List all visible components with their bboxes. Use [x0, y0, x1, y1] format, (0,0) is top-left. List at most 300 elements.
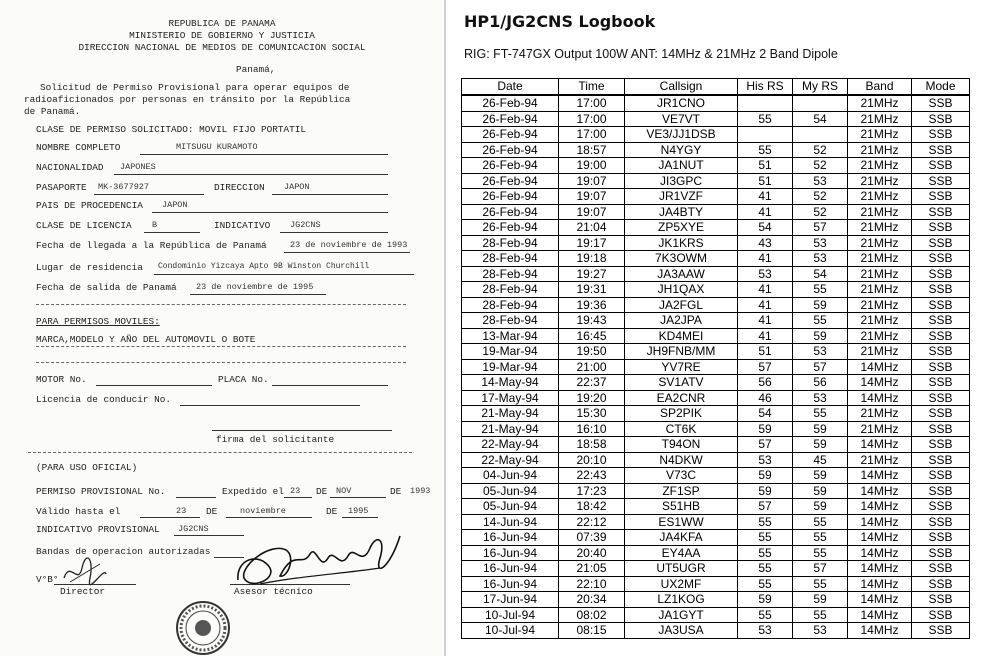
table-row — [462, 406, 970, 422]
table-cell: 21MHz — [848, 189, 912, 205]
table-cell: 45 — [793, 452, 848, 468]
table-cell: 20:34 — [559, 592, 625, 608]
table-cell: 59 — [793, 483, 848, 499]
table-row — [462, 220, 970, 236]
table-cell: 19:36 — [559, 297, 625, 313]
table-cell: SSB — [912, 251, 970, 267]
column-header: Callsign — [625, 79, 738, 96]
form-nombre-value: MITSUGU KURAMOTO — [176, 142, 258, 152]
table-cell: JK1KRS — [625, 235, 738, 251]
table-cell: 19:31 — [559, 282, 625, 298]
table-cell: 28-Feb-94 — [462, 251, 559, 267]
table-cell: 26-Feb-94 — [462, 220, 559, 236]
form-de-3: DE — [206, 506, 218, 517]
permit-form-scan — [0, 0, 446, 656]
table-cell: 21:05 — [559, 561, 625, 577]
table-row — [462, 204, 970, 220]
table-row — [462, 514, 970, 530]
table-cell: 17:00 — [559, 95, 625, 111]
table-cell: 21MHz — [848, 344, 912, 360]
table-cell: V73C — [625, 468, 738, 484]
table-cell: 26-Feb-94 — [462, 204, 559, 220]
form-placa-label: PLACA No. — [218, 374, 269, 385]
table-cell: 19:20 — [559, 390, 625, 406]
form-nacionalidad-value: JAPONES — [120, 162, 156, 172]
form-header-line-2: MINISTERIO DE GOBIERNO Y JUSTICIA — [129, 30, 315, 41]
table-cell: SSB — [912, 328, 970, 344]
table-row — [462, 344, 970, 360]
table-cell: 04-Jun-94 — [462, 468, 559, 484]
table-cell: EA2CNR — [625, 390, 738, 406]
form-licencia-value: B — [152, 220, 158, 230]
table-cell: SSB — [912, 530, 970, 546]
table-cell: 18:57 — [559, 142, 625, 158]
table-cell: 19-Mar-94 — [462, 344, 559, 360]
column-header: Time — [559, 79, 625, 96]
table-cell: 21MHz — [848, 235, 912, 251]
table-cell: 52 — [793, 158, 848, 174]
table-cell: 55 — [738, 545, 793, 561]
table-cell: SSB — [912, 483, 970, 499]
table-cell: N4DKW — [625, 452, 738, 468]
table-cell: 55 — [793, 514, 848, 530]
table-cell: 21MHz — [848, 452, 912, 468]
table-row — [462, 158, 970, 174]
form-permiso-label: PERMISO PROVISIONAL No. — [36, 486, 166, 497]
table-cell: 21MHz — [848, 127, 912, 143]
table-cell: 22:10 — [559, 576, 625, 592]
table-cell: SSB — [912, 282, 970, 298]
table-row — [462, 266, 970, 282]
table-cell: 54 — [793, 266, 848, 282]
form-expedido-day: 23 — [290, 486, 301, 496]
table-cell: SSB — [912, 561, 970, 577]
table-cell: 05-Jun-94 — [462, 499, 559, 515]
table-cell: 14MHz — [848, 359, 912, 375]
table-cell: 21MHz — [848, 158, 912, 174]
form-pasaporte-label: PASAPORTE — [36, 182, 87, 193]
form-expedido-year: 1993 — [410, 486, 431, 496]
table-cell: 57 — [793, 220, 848, 236]
ministry-seal — [172, 598, 234, 656]
table-cell: 21MHz — [848, 142, 912, 158]
table-cell: SSB — [912, 406, 970, 422]
table-cell: 52 — [793, 142, 848, 158]
table-cell: SSB — [912, 266, 970, 282]
table-cell: 21:04 — [559, 220, 625, 236]
table-cell: 26-Feb-94 — [462, 142, 559, 158]
table-cell: ES1WW — [625, 514, 738, 530]
table-cell: 21MHz — [848, 406, 912, 422]
table-row — [462, 328, 970, 344]
table-row — [462, 173, 970, 189]
form-expedido-label: Expedido el — [222, 486, 284, 497]
table-cell: SSB — [912, 127, 970, 143]
table-cell: 55 — [793, 313, 848, 329]
table-cell: 41 — [738, 328, 793, 344]
table-cell: YV7RE — [625, 359, 738, 375]
table-row — [462, 297, 970, 313]
table-row — [462, 282, 970, 298]
logbook-rig-info: RIG: FT-747GX Output 100W ANT: 14MHz & 21MHz 2 Band Dipole — [464, 47, 838, 61]
table-cell: SSB — [912, 297, 970, 313]
table-cell: 14MHz — [848, 375, 912, 391]
table-cell: 16-Jun-94 — [462, 561, 559, 577]
table-cell: 22:37 — [559, 375, 625, 391]
table-cell: SSB — [912, 189, 970, 205]
table-cell: 21-May-94 — [462, 421, 559, 437]
table-row — [462, 189, 970, 205]
table-row — [462, 127, 970, 143]
table-cell: SSB — [912, 220, 970, 236]
table-cell: 59 — [738, 483, 793, 499]
table-cell: SSB — [912, 499, 970, 515]
table-row — [462, 95, 970, 111]
form-indicativo-value: JG2CNS — [290, 220, 321, 230]
table-cell: 41 — [738, 204, 793, 220]
table-cell: SSB — [912, 313, 970, 329]
table-cell: 14MHz — [848, 390, 912, 406]
table-cell: 57 — [793, 359, 848, 375]
form-pasaporte-value: MK-3677927 — [98, 182, 150, 192]
table-cell: 54 — [738, 220, 793, 236]
table-cell: 21MHz — [848, 204, 912, 220]
logbook-table — [461, 78, 970, 639]
table-cell: 41 — [738, 282, 793, 298]
table-cell: 59 — [793, 328, 848, 344]
table-cell: 14MHz — [848, 499, 912, 515]
table-cell: 55 — [738, 561, 793, 577]
table-cell: SSB — [912, 235, 970, 251]
table-row — [462, 313, 970, 329]
table-cell — [793, 95, 848, 111]
table-row — [462, 142, 970, 158]
table-cell: SSB — [912, 576, 970, 592]
table-cell: SSB — [912, 359, 970, 375]
form-valido-label: Válido hasta el — [36, 506, 121, 517]
table-cell: 10-Jul-94 — [462, 623, 559, 639]
table-cell: 57 — [738, 359, 793, 375]
table-cell: 28-Feb-94 — [462, 266, 559, 282]
table-cell: JA3USA — [625, 623, 738, 639]
table-cell: SSB — [912, 452, 970, 468]
table-cell: UX2MF — [625, 576, 738, 592]
form-uso-oficial: (PARA USO OFICIAL) — [36, 462, 138, 473]
table-cell: 22:12 — [559, 514, 625, 530]
table-cell: JR1VZF — [625, 189, 738, 205]
table-row — [462, 359, 970, 375]
table-row — [462, 499, 970, 515]
table-cell: 19:17 — [559, 235, 625, 251]
table-cell: 59 — [738, 421, 793, 437]
form-nombre-label: NOMBRE COMPLETO — [36, 142, 121, 153]
table-cell: 55 — [793, 406, 848, 422]
table-cell: JI3GPC — [625, 173, 738, 189]
table-cell: 14MHz — [848, 530, 912, 546]
table-cell: 14MHz — [848, 437, 912, 453]
form-salida-value: 23 de noviembre de 1995 — [196, 282, 314, 292]
table-row — [462, 111, 970, 127]
table-row — [462, 623, 970, 639]
table-cell: 21MHz — [848, 266, 912, 282]
table-cell: T94ON — [625, 437, 738, 453]
table-cell: 22-May-94 — [462, 437, 559, 453]
table-cell: SSB — [912, 545, 970, 561]
table-cell: 21-May-94 — [462, 406, 559, 422]
table-cell: ZP5XYE — [625, 220, 738, 236]
table-row — [462, 235, 970, 251]
table-cell: VE3/JJ1DSB — [625, 127, 738, 143]
form-valido-year: 1995 — [348, 506, 369, 516]
form-expedido-month: NOV — [336, 486, 352, 496]
form-llegada-label: Fecha de llegada a la República de Panamá — [36, 240, 267, 251]
table-cell: 28-Feb-94 — [462, 235, 559, 251]
table-cell: 7K3OWM — [625, 251, 738, 267]
table-cell: LZ1KOG — [625, 592, 738, 608]
table-cell: SSB — [912, 421, 970, 437]
table-cell: 26-Feb-94 — [462, 95, 559, 111]
form-direccion-value: JAPON — [284, 182, 310, 192]
table-cell: 14MHz — [848, 514, 912, 530]
table-cell: 54 — [793, 111, 848, 127]
table-cell: 59 — [793, 592, 848, 608]
table-cell: 55 — [793, 576, 848, 592]
table-cell: 56 — [738, 375, 793, 391]
table-cell: 53 — [793, 344, 848, 360]
form-clase-permiso: CLASE DE PERMISO SOLICITADO: MOVIL FIJO PORTATIL — [36, 124, 307, 135]
table-cell: 21MHz — [848, 173, 912, 189]
table-cell: 54 — [738, 406, 793, 422]
table-cell: N4YGY — [625, 142, 738, 158]
table-cell: 19-Mar-94 — [462, 359, 559, 375]
table-cell: 28-Feb-94 — [462, 282, 559, 298]
applicant-signature — [230, 528, 410, 598]
table-cell: 41 — [738, 313, 793, 329]
table-row — [462, 483, 970, 499]
table-cell: 51 — [738, 344, 793, 360]
table-cell: 14MHz — [848, 607, 912, 623]
table-cell: 14MHz — [848, 483, 912, 499]
table-cell: 51 — [738, 173, 793, 189]
table-cell: 21MHz — [848, 328, 912, 344]
column-header: His RS — [738, 79, 793, 96]
table-cell: JA2FGL — [625, 297, 738, 313]
table-row — [462, 607, 970, 623]
table-cell: 52 — [793, 204, 848, 220]
form-licencia-conducir-label: Licencia de conducir No. — [36, 394, 172, 405]
form-director-label: Director — [60, 586, 106, 597]
table-cell: 08:15 — [559, 623, 625, 639]
table-cell — [738, 95, 793, 111]
form-pais-label: PAIS DE PROCEDENCIA — [36, 200, 143, 211]
table-row — [462, 530, 970, 546]
table-cell: 53 — [793, 173, 848, 189]
table-cell: 20:10 — [559, 452, 625, 468]
form-city: Panamá, — [236, 64, 276, 75]
table-cell: SV1ATV — [625, 375, 738, 391]
table-cell: UT5UGR — [625, 561, 738, 577]
table-cell — [738, 127, 793, 143]
table-cell: 19:07 — [559, 204, 625, 220]
table-cell: 17:00 — [559, 111, 625, 127]
table-row — [462, 421, 970, 437]
form-de-4: DE — [326, 506, 338, 517]
table-cell: 17-Jun-94 — [462, 592, 559, 608]
table-cell: 26-Feb-94 — [462, 173, 559, 189]
table-cell: 21MHz — [848, 220, 912, 236]
table-cell: SSB — [912, 514, 970, 530]
table-cell: 41 — [738, 189, 793, 205]
table-cell: JA2JPA — [625, 313, 738, 329]
table-cell: 53 — [738, 623, 793, 639]
table-cell: 55 — [738, 514, 793, 530]
table-cell: 55 — [738, 530, 793, 546]
form-licencia-label: CLASE DE LICENCIA — [36, 220, 132, 231]
table-cell: 21MHz — [848, 421, 912, 437]
table-row — [462, 375, 970, 391]
form-intro-3: de Panamá. — [24, 106, 81, 117]
table-cell: SSB — [912, 111, 970, 127]
table-cell: 59 — [793, 437, 848, 453]
table-row — [462, 437, 970, 453]
form-residencia-value: Condominio Yizcaya Apto 9B Winston Churchill — [158, 262, 370, 271]
table-cell: 17:00 — [559, 127, 625, 143]
form-header-line-1: REPUBLICA DE PANAMA — [168, 18, 276, 29]
table-cell: 17:23 — [559, 483, 625, 499]
table-cell: 19:00 — [559, 158, 625, 174]
table-cell: 55 — [738, 607, 793, 623]
table-cell: 55 — [793, 545, 848, 561]
table-cell: SSB — [912, 344, 970, 360]
form-moviles-heading: PARA PERMISOS MOVILES: — [36, 316, 160, 327]
form-de-2: DE — [390, 486, 402, 497]
form-vobo: V°B° — [36, 574, 59, 585]
table-cell: 51 — [738, 158, 793, 174]
form-intro-2: radioaficionados por personas en tránsito por la República — [24, 94, 351, 105]
table-cell: SSB — [912, 607, 970, 623]
form-indicativo-prov-value: JG2CNS — [178, 524, 209, 534]
table-row — [462, 576, 970, 592]
table-cell: KD4MEI — [625, 328, 738, 344]
table-cell: 26-Feb-94 — [462, 189, 559, 205]
table-cell: 07:39 — [559, 530, 625, 546]
table-cell: 21MHz — [848, 313, 912, 329]
table-cell: 22:43 — [559, 468, 625, 484]
table-cell: 21:00 — [559, 359, 625, 375]
logbook-header-row — [462, 79, 970, 96]
table-cell: SSB — [912, 468, 970, 484]
table-row — [462, 251, 970, 267]
table-cell: 21MHz — [848, 251, 912, 267]
table-cell: 10-Jul-94 — [462, 607, 559, 623]
form-de-1: DE — [316, 486, 328, 497]
table-row — [462, 468, 970, 484]
table-cell: 57 — [738, 437, 793, 453]
table-cell: 14MHz — [848, 545, 912, 561]
table-cell: SSB — [912, 95, 970, 111]
table-row — [462, 390, 970, 406]
table-cell: 14MHz — [848, 623, 912, 639]
table-cell: 28-Feb-94 — [462, 297, 559, 313]
table-cell: 19:07 — [559, 189, 625, 205]
table-cell: EY4AA — [625, 545, 738, 561]
form-pais-value: JAPON — [162, 200, 188, 210]
logbook-panel — [452, 0, 992, 656]
form-firma-label: firma del solicitante — [216, 434, 335, 445]
column-header: Date — [462, 79, 559, 96]
table-cell: 53 — [793, 623, 848, 639]
form-intro-1: Solicitud de Permiso Provisional para operar equipos de — [40, 82, 350, 93]
table-cell: 55 — [793, 607, 848, 623]
table-cell: 14MHz — [848, 561, 912, 577]
table-cell: SP2PIK — [625, 406, 738, 422]
table-cell: 08:02 — [559, 607, 625, 623]
table-cell: 55 — [738, 111, 793, 127]
table-cell: 59 — [793, 499, 848, 515]
table-cell: JA1NUT — [625, 158, 738, 174]
table-cell: SSB — [912, 437, 970, 453]
table-cell: 53 — [738, 452, 793, 468]
table-cell: 56 — [793, 375, 848, 391]
form-marca-label: MARCA,MODELO Y AÑO DEL AUTOMOVIL O BOTE — [36, 334, 256, 345]
table-cell: 43 — [738, 235, 793, 251]
table-cell: SSB — [912, 390, 970, 406]
table-cell: 21MHz — [848, 297, 912, 313]
table-cell: 26-Feb-94 — [462, 158, 559, 174]
table-cell: 16-Jun-94 — [462, 530, 559, 546]
table-cell: 14MHz — [848, 592, 912, 608]
form-llegada-value: 23 de noviembre de 1993 — [290, 240, 408, 250]
table-cell: SSB — [912, 592, 970, 608]
column-header: Mode — [912, 79, 970, 96]
table-cell: 18:58 — [559, 437, 625, 453]
table-row — [462, 452, 970, 468]
table-cell: 55 — [738, 142, 793, 158]
table-cell: 53 — [738, 266, 793, 282]
table-cell: 19:43 — [559, 313, 625, 329]
table-cell: 46 — [738, 390, 793, 406]
table-cell: 41 — [738, 297, 793, 313]
table-cell: 14-May-94 — [462, 375, 559, 391]
table-cell: JR1CNO — [625, 95, 738, 111]
table-cell — [793, 127, 848, 143]
table-cell: 21MHz — [848, 282, 912, 298]
form-asesor-label: Asesor técnico — [234, 586, 313, 597]
table-cell: CT6K — [625, 421, 738, 437]
table-cell: 17-May-94 — [462, 390, 559, 406]
column-header: Band — [848, 79, 912, 96]
form-residencia-label: Lugar de residencia — [36, 262, 143, 273]
table-cell: SSB — [912, 375, 970, 391]
director-signature — [60, 556, 110, 590]
table-cell: JH9FNB/MM — [625, 344, 738, 360]
table-cell: JA3AAW — [625, 266, 738, 282]
table-cell: 14MHz — [848, 576, 912, 592]
table-cell: 19:07 — [559, 173, 625, 189]
table-cell: 21MHz — [848, 111, 912, 127]
table-cell: 22-May-94 — [462, 452, 559, 468]
table-cell: JA4KFA — [625, 530, 738, 546]
table-cell: 20:40 — [559, 545, 625, 561]
table-cell: 16-Jun-94 — [462, 545, 559, 561]
table-row — [462, 561, 970, 577]
table-row — [462, 592, 970, 608]
table-cell: 59 — [793, 468, 848, 484]
logbook-title: HP1/JG2CNS Logbook — [464, 12, 656, 31]
form-direccion-label: DIRECCION — [214, 182, 265, 193]
table-cell: 16-Jun-94 — [462, 576, 559, 592]
table-cell: 59 — [793, 297, 848, 313]
